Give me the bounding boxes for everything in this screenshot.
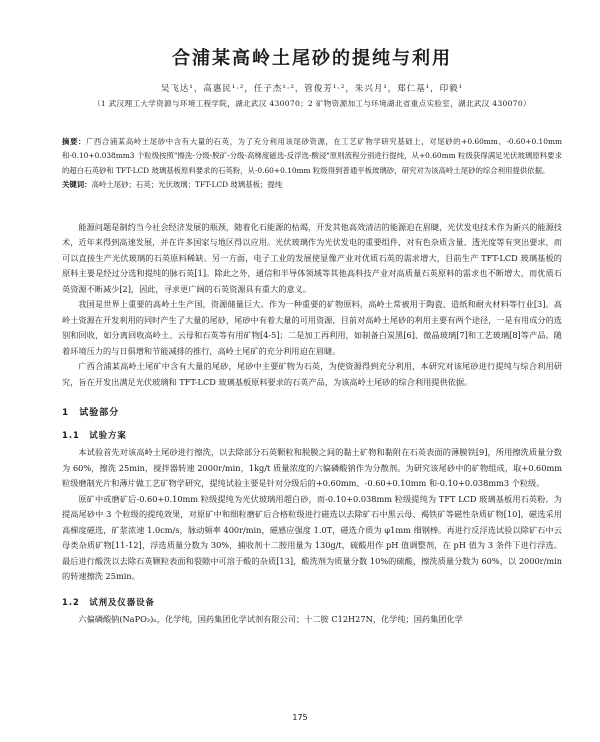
keywords-label: 关键词：: [62, 179, 92, 189]
intro-paragraph-3: 广西合浦某高岭土尾矿中含有大量的尾砂，尾砂中主要矿物为石英，为使资源得到充分利用，本研究对该尾砂进行提纯与综合利用研究，旨在开发出满足光伏玻璃和 TFT-LCD 玻璃基板原料要求的石英产品，为该高岭土尾砂的综合利用提供依据。: [62, 361, 562, 387]
keywords-text: 高岭土尾砂；石英；光伏玻璃；TFT-LCD 玻璃基板；提纯: [91, 179, 283, 189]
intro-paragraph-2: 我国是世界上重要的高岭土生产国，资源储量巨大。作为一种重要的矿物原料，高岭土常被用于陶瓷、造纸和耐火材料等行业[3]。高岭土资源在开发利用的同时产生了大量的尾砂，尾砂中有着大量的可用资源，目前对高岭土尾砂的利用主要有两个途径，一是有用成分的选别和回收，如分离回收高岭土、云母和石英等有用矿物[4-5]；二是加工再利用，如制备白炭黑[6]、微晶玻璃[7]和工艺玻璃[8]等产品。随着环境压力的与日俱增和节能减排的推行，高岭土尾矿的充分利用迫在眉睫。: [62, 299, 562, 356]
abstract: [62, 135, 562, 178]
section-1-2-paragraph-1: 六偏磷酸钠(NaPO₃)ₙ，化学纯，国药集团化学试剂有限公司；十二胺 C12H27N，化学纯；国药集团化学: [78, 614, 463, 625]
affiliation: （1 武汉理工大学资源与环境工程学院，湖北武汉 430070；2 矿物资源加工与环境湖北省重点实验室，湖北武汉 430070）: [93, 99, 531, 108]
intro-paragraph-1: 能源问题是制约当今社会经济发展的瓶颈，随着化石能源的枯竭，开发其他高效清洁的能源迫在眉睫，光伏发电技术作为新兴的能源技术，近年来得到高速发展，并在许多国家与地区得以应用。光伏玻璃作为光伏发电的重要组件，对有色杂质含量、透光度等有突出要求，而可以直接生产光伏玻璃的石英原料稀缺。另一方面，电子工业的发展使显像产业对优质石英的需求增大，目前生产 TFT-LCD 玻璃基板的原料主要是经过分选和提纯的脉石英[1]。除此之外，通信和半导体领域等其他高科技产业对高质量石英原料的需求也不断增大，而优质石英资源不断减少[2]，因此，寻求更广阔的石英资源具有重大的意义。: [62, 221, 562, 294]
section-1-heading: 1 试验部分: [62, 408, 120, 419]
section-1-1-heading: 1.1 试验方案: [62, 429, 127, 440]
author-list: 吴飞达¹，高惠民¹·²，任子杰¹·²，管俊芳¹·²，朱兴月¹，郑仁基¹，印毅¹: [160, 84, 464, 94]
keywords: [62, 178, 562, 192]
abstract-label: 摘要：: [62, 137, 86, 146]
section-1-1-paragraph-1: 本试验首先对该高岭土尾砂进行擦洗，以去除部分石英颗粒和脱膜之间的黏土矿物和黏附在石英表面的薄膜铁[9]，所用擦洗质量分数为 60%，擦洗 25min，搅拌器转速 2000r/min，1kg/t 质量浓度的六偏磷酸钠作为分散剂。为研究该尾砂中的矿物组成，取+0.60mm 粒级磨制光片和薄片做工艺矿物学研究，提纯试验主要是针对分级后的+0.60mm、-0.60+0.10mm 和-0.10+0.038mm3 个粒级。: [62, 447, 562, 489]
abstract-text: 广西合浦某高岭土尾砂中含有大量的石英，为了充分利用该尾砂资源，在工艺矿物学研究基础上，对尾砂的+0.60mm、-0.60+0.10mm 和-0.10+0.038mm3 个粒级按照"擦洗-分级-脱矿-分级-高梯度磁选-反浮选-酸浸"原则流程分别进行提纯，从+0.60mm 粒级获得满足光伏玻璃原料要求的超白石英砂和 TFT-LCD 玻璃基板原料要求的石英粉，从-0.60+0.10mm 粒级得到普通平板玻璃砂，研究对为该高岭土尾砂的综合利用提供依据。: [62, 137, 562, 175]
section-1-2-heading: 1.2 试剂及仪器设备: [62, 596, 155, 607]
section-1-1-paragraph-2: 原矿中或磨矿后-0.60+0.10mm 粒级提纯为光伏玻璃用超白砂，而-0.10+0.038mm 粒级提纯为 TFT LCD 玻璃基板用石英粉。为提高尾砂中 3 个粒级的提纯效果，对原矿中和细粒磨矿后合格粒级进行磁选以去除矿石中黑云母、褐铁矿等磁性杂质矿物[10]，磁选采用高梯度磁选，矿浆浓速 1.0cm/s，脉动频率 400r/min，磁感应强度 1.0T，磁选介质为 φ1mm 细钢棒。再进行反浮选试验以除矿石中云母类杂质矿物[11-12]，浮选质量分数为 30%，捕收剂十二胺用量为 130g/t，硫酸用作 pH 值调整剂，在 pH 值为 3 条件下进行浮选。最后进行酸洗以去除石英颗粒表面和裂隙中可溶于酸的杂质[13]，酸洗剂为质量分数 10%的硫酸，擦洗质量分数为 60%，以 2000r/min 的转速擦洗 25min。: [62, 493, 562, 582]
paper-title: 合浦某高岭土尾砂的提纯与利用: [172, 48, 452, 69]
page-number: 175: [292, 713, 308, 722]
body-text: [62, 220, 562, 628]
